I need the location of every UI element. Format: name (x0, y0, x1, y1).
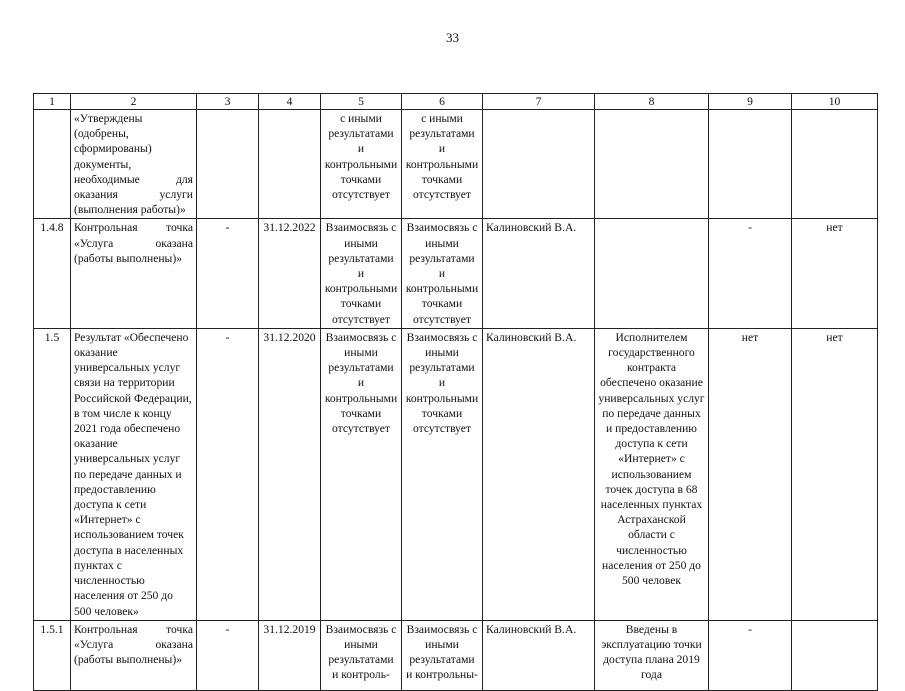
header-cell: 2 (71, 94, 197, 110)
col-10-value: нет (792, 219, 878, 328)
responsible: Калиновский В.А. (483, 328, 595, 620)
table-row (34, 219, 878, 328)
col-10-value (792, 110, 878, 219)
col-10-value (792, 620, 878, 690)
table-row (34, 328, 878, 620)
link-prev: Взаимосвязь с иными результатами и контрольными точками отсутствует (321, 219, 402, 328)
item-name: «Утверждены (одобрены, сформированы) документы, необходимые для оказания услуги (выполнения работы)» (71, 110, 197, 219)
responsible: Калиновский В.А. (483, 620, 595, 690)
header-row (34, 94, 878, 110)
header-cell: 10 (792, 94, 878, 110)
header-cell: 9 (709, 94, 792, 110)
row-number: 1.5 (34, 328, 71, 620)
result-description: Введены в эксплуатацию точки доступа плана 2019 года (595, 620, 709, 690)
item-name: Контрольная точка «Услуга оказана (работы выполнены)» (71, 219, 197, 328)
table-row (34, 620, 878, 690)
header-cell: 6 (402, 94, 483, 110)
row-number: 1.4.8 (34, 219, 71, 328)
start-date: - (197, 620, 259, 690)
link-next: с иными результатами и контрольными точками отсутствует (402, 110, 483, 219)
header-cell: 3 (197, 94, 259, 110)
responsible (483, 110, 595, 219)
start-date: - (197, 219, 259, 328)
header-cell: 1 (34, 94, 71, 110)
table-row (34, 110, 878, 219)
col-10-value: нет (792, 328, 878, 620)
link-next: Взаимосвязь с иными результатами и контрольными точками отсутствует (402, 219, 483, 328)
row-number (34, 110, 71, 219)
end-date: 31.12.2022 (259, 219, 321, 328)
link-prev: Взаимосвязь с иными результатами и контрольными точками отсутствует (321, 328, 402, 620)
link-prev: с иными результатами и контрольными точками отсутствует (321, 110, 402, 219)
link-prev: Взаимосвязь с иными результатами и контроль- (321, 620, 402, 690)
result-description: Исполнителем государственного контракта обеспечено оказание универсальных услуг по передаче данных и предоставлению доступа к сети «Интернет» с использованием точек доступа в 68 населенных пунктах Астраханской области с численностью населения от 250 до 500 человек (595, 328, 709, 620)
end-date (259, 110, 321, 219)
end-date: 31.12.2020 (259, 328, 321, 620)
start-date: - (197, 328, 259, 620)
header-cell: 5 (321, 94, 402, 110)
end-date: 31.12.2019 (259, 620, 321, 690)
header-cell: 4 (259, 94, 321, 110)
responsible: Калиновский В.А. (483, 219, 595, 328)
plan-table (33, 93, 878, 691)
link-next: Взаимосвязь с иными результатами и контрольными точками отсутствует (402, 328, 483, 620)
col-9-value: - (709, 219, 792, 328)
row-number: 1.5.1 (34, 620, 71, 690)
header-cell: 7 (483, 94, 595, 110)
start-date (197, 110, 259, 219)
col-9-value: - (709, 620, 792, 690)
result-description (595, 219, 709, 328)
item-name: Контрольная точка «Услуга оказана (работы выполнены)» (71, 620, 197, 690)
header-cell: 8 (595, 94, 709, 110)
link-next: Взаимосвязь с иными результатами и контрольны- (402, 620, 483, 690)
col-9-value (709, 110, 792, 219)
col-9-value: нет (709, 328, 792, 620)
result-description (595, 110, 709, 219)
page-number: 33 (446, 30, 459, 45)
item-name: Результат «Обеспечено оказание универсальных услуг связи на территории Российской Федерации, в том числе к концу 2021 года обеспечено оказание универсальных услуг по передаче данных и предоставлению доступа к сети «Интернет» с использованием точек доступа в населенных пунктах с численностью населения от 250 до 500 человек» (71, 328, 197, 620)
